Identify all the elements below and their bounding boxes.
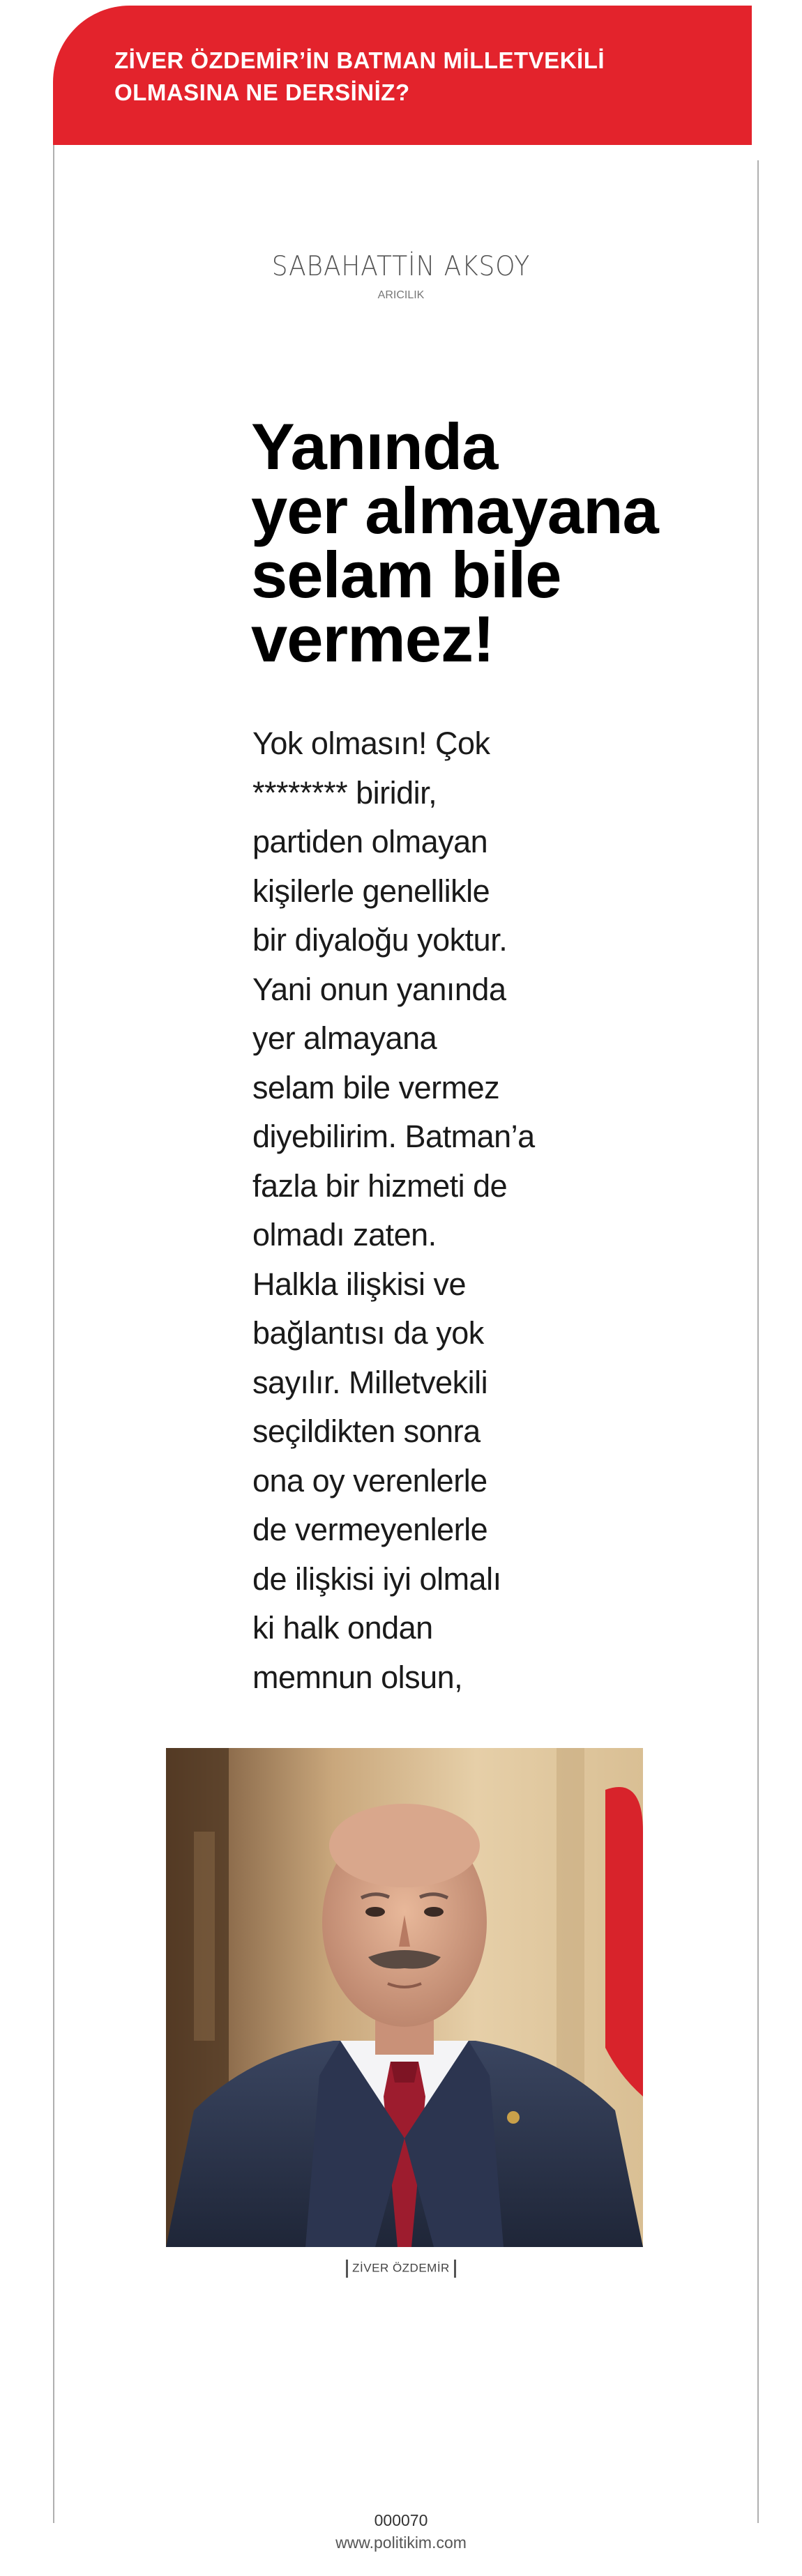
body-line: diyebilirim. Batman’a — [252, 1119, 535, 1154]
photo-caption — [0, 2260, 802, 2278]
author-name: SABAHATTİN AKSOY — [271, 251, 531, 282]
author-block — [0, 251, 802, 302]
caption-right-bar — [454, 2260, 456, 2278]
body-line: de vermeyenlerle — [252, 1512, 488, 1547]
author-role: ARICILIK — [377, 289, 425, 301]
body-line: selam bile vermez — [252, 1069, 500, 1105]
header-banner — [53, 6, 752, 145]
page-footer — [0, 2509, 802, 2554]
headline-line: Yanında — [251, 410, 498, 483]
headline-line: vermez! — [251, 602, 494, 675]
caption-text: ZİVER ÖZDEMİR — [352, 2261, 450, 2275]
header-title-line-1: ZİVER ÖZDEMİR’İN BATMAN MİLLETVEKİLİ — [114, 47, 605, 73]
headline-line: yer almayana — [251, 474, 658, 547]
body-line: Halkla ilişkisi ve — [252, 1266, 467, 1302]
body-line: ona oy verenlerle — [252, 1462, 487, 1498]
body-line: de ilişkisi iyi olmalı — [252, 1561, 501, 1597]
header-title-line-2: OLMASINA NE DERSİNİZ? — [114, 79, 410, 105]
article-headline — [251, 410, 683, 675]
right-frame-rule — [757, 160, 759, 2523]
page-number: 000070 — [374, 2511, 428, 2529]
site-url: www.politikim.com — [335, 2533, 467, 2552]
body-line: memnun olsun, — [252, 1659, 463, 1695]
portrait-photo — [166, 1748, 643, 2247]
body-line: kişilerle genellikle — [252, 873, 490, 909]
body-line: partiden olmayan — [252, 824, 488, 859]
body-line: Yok olmasın! Çok — [252, 726, 490, 761]
body-line: bağlantısı da yok — [252, 1315, 484, 1351]
left-frame-rule — [53, 145, 54, 2523]
headline-line: selam bile — [251, 538, 561, 611]
body-line: seçildikten sonra — [252, 1413, 481, 1449]
body-line: Yani onun yanında — [252, 971, 506, 1007]
body-line: bir diyaloğu yoktur. — [252, 922, 508, 958]
header-title — [114, 45, 752, 109]
caption-left-bar — [346, 2260, 348, 2278]
body-line: fazla bir hizmeti de — [252, 1167, 508, 1204]
body-line: yer almayana — [252, 1020, 437, 1056]
body-line: olmadı zaten. — [252, 1217, 437, 1252]
article-body — [252, 719, 580, 1702]
body-line: ******** biridir, — [252, 774, 437, 811]
body-line: ki halk ondan — [252, 1610, 433, 1646]
body-line: sayılır. Milletvekili — [252, 1364, 488, 1400]
